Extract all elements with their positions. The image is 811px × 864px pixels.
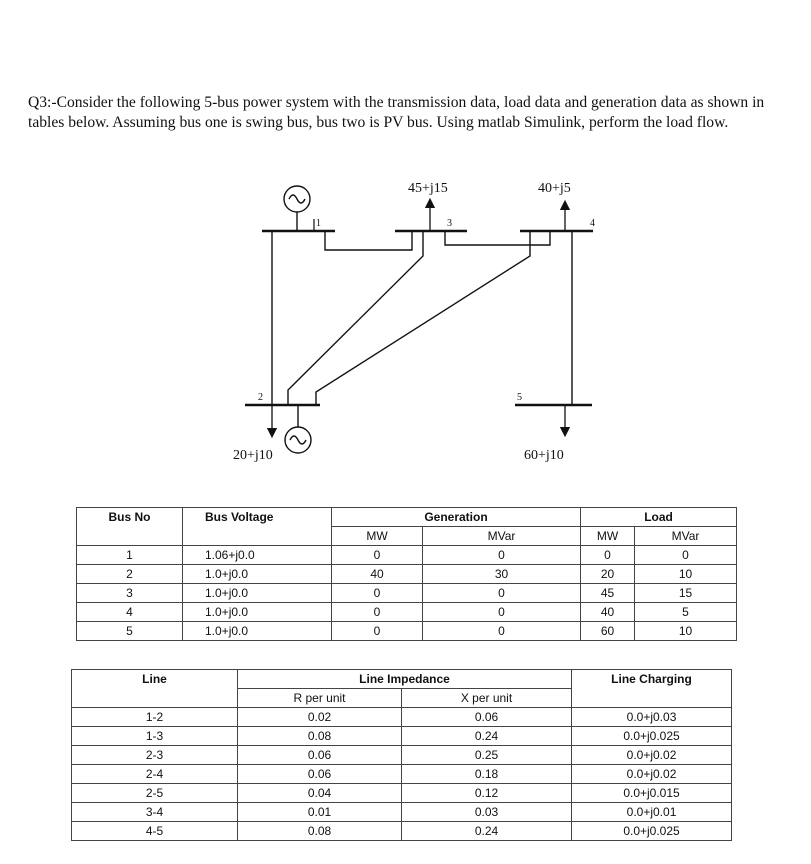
load-mw-cell: 0: [581, 546, 635, 565]
x-cell: 0.03: [402, 803, 572, 822]
x-cell: 0.24: [402, 727, 572, 746]
x-cell: 0.18: [402, 765, 572, 784]
header-load: Load: [581, 508, 737, 527]
voltage-cell: 1.06+j0.0: [183, 546, 332, 565]
load-bus2-value: 20+j10: [233, 448, 273, 463]
table-row: [72, 727, 732, 746]
load-mw-cell: 20: [581, 565, 635, 584]
header-load-mvar: MVar: [635, 527, 737, 546]
bus-data-table: [76, 507, 737, 641]
table-row: [77, 565, 737, 584]
header-gen-mvar: MVar: [423, 527, 581, 546]
table-row: [72, 765, 732, 784]
bus-cell: 3: [77, 584, 183, 603]
line-cell: 3-4: [72, 803, 238, 822]
line-cell: 2-3: [72, 746, 238, 765]
r-cell: 0.06: [238, 765, 402, 784]
bus-3-label: 3: [447, 218, 452, 229]
r-cell: 0.02: [238, 708, 402, 727]
load-mvar-cell: 15: [635, 584, 737, 603]
header-line: Line: [72, 670, 238, 689]
charging-cell: 0.0+j0.02: [572, 765, 732, 784]
gen-mvar-cell: 0: [423, 584, 581, 603]
r-cell: 0.01: [238, 803, 402, 822]
line-2-4: [316, 231, 530, 405]
line-cell: 2-5: [72, 784, 238, 803]
charging-cell: 0.0+j0.03: [572, 708, 732, 727]
bus-4-label: 4: [590, 218, 595, 229]
bus-cell: 5: [77, 622, 183, 641]
bus-2-label: 2: [258, 392, 263, 403]
voltage-cell: 1.0+j0.0: [183, 622, 332, 641]
voltage-cell: 1.0+j0.0: [183, 565, 332, 584]
gen-mvar-cell: 0: [423, 603, 581, 622]
charging-cell: 0.0+j0.02: [572, 746, 732, 765]
header-load-mw: MW: [581, 527, 635, 546]
bus-cell: 2: [77, 565, 183, 584]
header-line-charging: Line Charging: [572, 670, 732, 689]
bus-5-label: 5: [517, 392, 522, 403]
charging-cell: 0.0+j0.015: [572, 784, 732, 803]
table-row: [77, 603, 737, 622]
header-generation: Generation: [332, 508, 581, 527]
load-bus4-value: 40+j5: [538, 181, 571, 196]
load-mvar-cell: 10: [635, 565, 737, 584]
load-mvar-cell: 0: [635, 546, 737, 565]
gen-mw-cell: 40: [332, 565, 423, 584]
table-row: [77, 584, 737, 603]
table-row: [72, 746, 732, 765]
line-cell: 1-2: [72, 708, 238, 727]
bus-cell: 4: [77, 603, 183, 622]
r-cell: 0.06: [238, 746, 402, 765]
load-mw-cell: 60: [581, 622, 635, 641]
voltage-cell: 1.0+j0.0: [183, 584, 332, 603]
gen-mvar-cell: 0: [423, 546, 581, 565]
load-mw-cell: 45: [581, 584, 635, 603]
table-row: [77, 546, 737, 565]
x-cell: 0.25: [402, 746, 572, 765]
line-2-3: [288, 231, 423, 405]
charging-cell: 0.0+j0.025: [572, 822, 732, 841]
header-gen-mw: MW: [332, 527, 423, 546]
bus-cell: 1: [77, 546, 183, 565]
table-row: [72, 822, 732, 841]
header-x-per-unit: X per unit: [402, 689, 572, 708]
generator-bus1-icon: [284, 186, 310, 231]
charging-cell: 0.0+j0.01: [572, 803, 732, 822]
gen-mw-cell: 0: [332, 546, 423, 565]
gen-mw-cell: 0: [332, 622, 423, 641]
table-row: [72, 784, 732, 803]
generator-bus2-icon: [285, 405, 311, 453]
table-row: [72, 708, 732, 727]
line-3-4: [445, 231, 550, 245]
load-mw-cell: 40: [581, 603, 635, 622]
charging-cell: 0.0+j0.025: [572, 727, 732, 746]
gen-mw-cell: 0: [332, 584, 423, 603]
load-mvar-cell: 5: [635, 603, 737, 622]
load-mvar-cell: 10: [635, 622, 737, 641]
line-1-3: [325, 231, 412, 250]
bus-1-label: 1: [316, 218, 321, 229]
table-row: [77, 622, 737, 641]
header-line-impedance: Line Impedance: [238, 670, 572, 689]
table-row: [72, 803, 732, 822]
voltage-cell: 1.0+j0.0: [183, 603, 332, 622]
x-cell: 0.12: [402, 784, 572, 803]
line-cell: 1-3: [72, 727, 238, 746]
header-bus-voltage: Bus Voltage: [183, 508, 332, 527]
header-r-per-unit: R per unit: [238, 689, 402, 708]
load-bus3-value: 45+j15: [408, 181, 448, 196]
x-cell: 0.06: [402, 708, 572, 727]
gen-mw-cell: 0: [332, 603, 423, 622]
r-cell: 0.04: [238, 784, 402, 803]
r-cell: 0.08: [238, 727, 402, 746]
gen-mvar-cell: 30: [423, 565, 581, 584]
r-cell: 0.08: [238, 822, 402, 841]
load-bus5-value: 60+j10: [524, 448, 564, 463]
question-text: Q3:-Consider the following 5-bus power system with the transmission data, load data and generation data as shown in tables below. Assuming bus one is swing bus, bus two is PV bus. Using matlab Simulink, perform the load flow.: [28, 94, 765, 131]
line-cell: 2-4: [72, 765, 238, 784]
x-cell: 0.24: [402, 822, 572, 841]
line-cell: 4-5: [72, 822, 238, 841]
gen-mvar-cell: 0: [423, 622, 581, 641]
header-bus-no: Bus No: [77, 508, 183, 527]
line-data-table: [71, 669, 732, 841]
